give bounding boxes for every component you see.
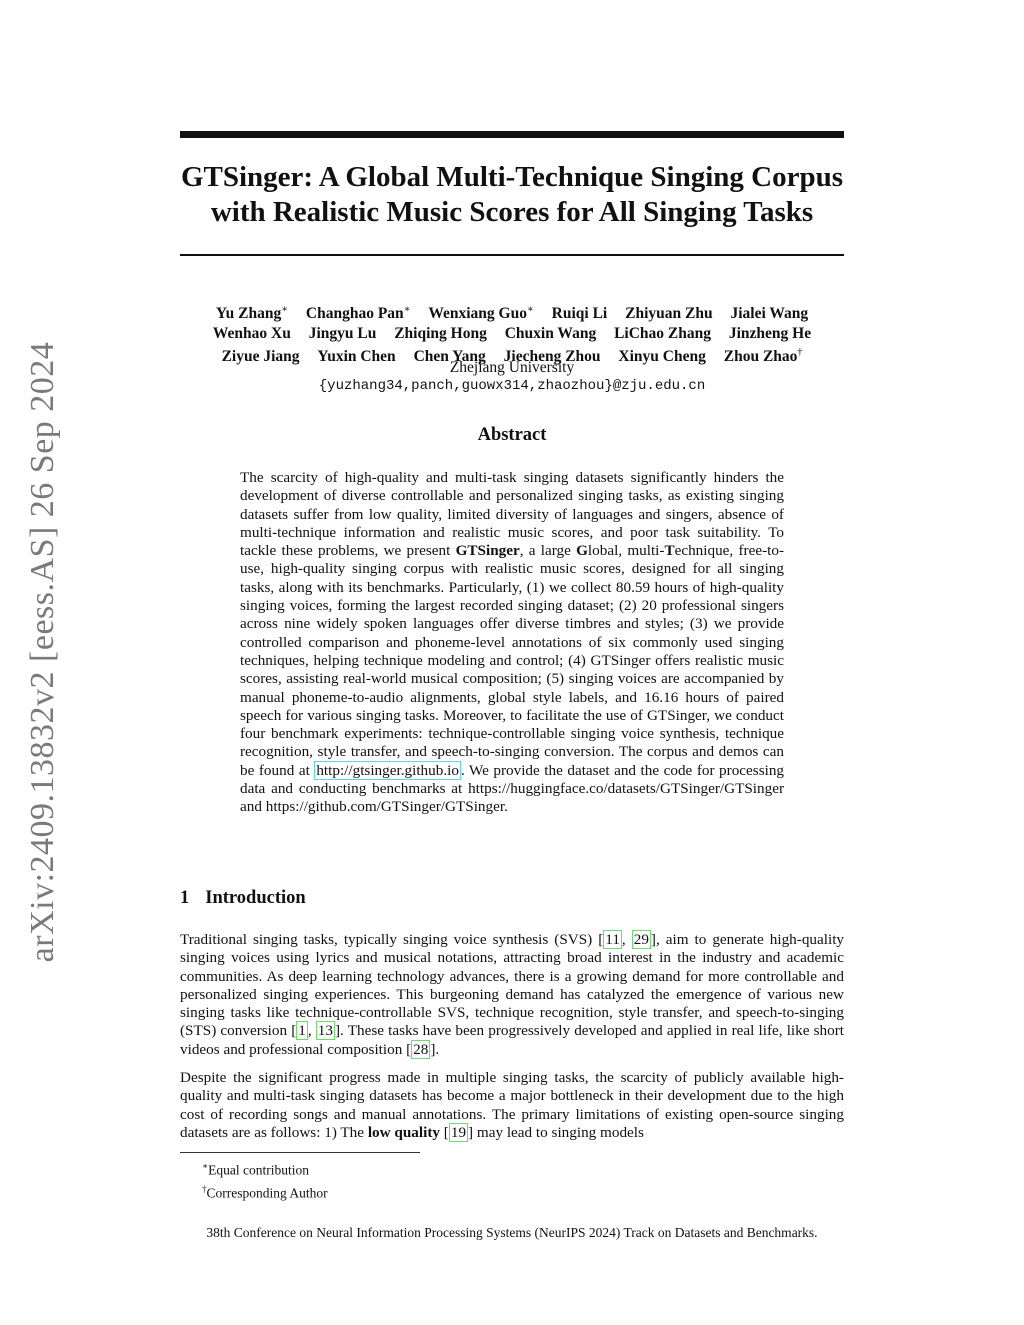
- citation-link[interactable]: 1: [298, 1022, 306, 1040]
- project-link[interactable]: http://gtsinger.github.io: [316, 761, 459, 779]
- title-rule-top: [180, 131, 844, 138]
- citation-link[interactable]: 19: [450, 1123, 467, 1141]
- footnote: †Corresponding Author: [202, 1184, 328, 1201]
- author: Wenxiang Guo∗: [428, 304, 534, 323]
- author: Zhiqing Hong: [394, 324, 487, 342]
- arxiv-stamp: [0, 0, 70, 1325]
- section-title: Introduction: [205, 888, 306, 908]
- author: Xinyu Cheng: [618, 348, 706, 366]
- footnote: ∗Equal contribution: [202, 1161, 309, 1178]
- author: Zhiyuan Zhu: [625, 305, 713, 323]
- author-row-2: [180, 324, 844, 344]
- author: Wenhao Xu: [212, 324, 291, 342]
- intro-paragraph-2: Despite the significant progress made in multiple singing tasks, the scarcity of publicly available high-quality and multi-task singing datasets has become a major bottleneck in their development due to the high cost of recording songs and manual annotations. The primary limitations of existing open-source singing datasets are as follows: 1) The low quality [ 19 ] may lead to singing models: [180, 1069, 844, 1141]
- title-line-2: with Realistic Music Scores for All Singing Tasks: [210, 196, 814, 228]
- author-list: [180, 300, 844, 367]
- author: Yuxin Chen: [317, 348, 396, 366]
- title-rule-bottom: [180, 254, 844, 256]
- section-heading: [180, 888, 306, 909]
- paper-title: [180, 160, 844, 230]
- author: Zhou Zhao†: [723, 347, 803, 366]
- author: Chuxin Wang: [504, 324, 597, 342]
- citation-link[interactable]: 11: [605, 931, 620, 948]
- section-number: 1: [180, 888, 190, 908]
- intro-paragraph-1: Traditional singing tasks, typically singing voice synthesis (SVS) [ 11 , 29 ], aim to generate high-quality singing voices using lyrics and musical notations, attracting broad interest in the industry and academic communities. As deep learning technology advances, there is a growing demand for more controllable and personalized singing experiences. This burgeoning demand has catalyzed the emergence of various new singing tasks like technique-controllable SVS, technique recognition, style transfer, and speech-to-singing (STS) conversion [ 1 , 13 ]. These tasks have been progressively developed and applied in real life, like short videos and professional composition [ 28 ].: [180, 931, 845, 1058]
- author: Jinzheng He: [728, 324, 812, 342]
- arxiv-identifier: arXiv:2409.13832v2 [eess.AS] 26 Sep 2024: [24, 341, 61, 963]
- author: Jingyu Lu: [308, 324, 377, 342]
- author: Changhao Pan∗: [305, 304, 411, 323]
- citation-link[interactable]: 29: [633, 931, 649, 948]
- author-emails: {yuzhang34,panch,guowx314,zhaozhou}@zju.edu.cn: [318, 378, 706, 394]
- abstract-body: The scarcity of high-quality and multi-task singing datasets significantly hinders the development of diverse controllable and personalized singing tasks, as existing singing datasets suffer from low quality, limited diversity of languages and singers, absence of multi-technique information and realistic music scores, and poor task suitability. To tackle these problems, we present GTSinger, a large Global, multi-Technique, free-to-use, high-quality singing corpus with realistic music scores, designed for all singing tasks, along with its benchmarks. Particularly, (1) we collect 80.59 hours of high-quality singing voices, forming the largest recorded singing dataset; (2) 20 professional singers across nine widely spoken languages offer diverse timbres and styles; (3) we provide controlled comparison and phoneme-level annotations of six commonly used singing techniques, helping technique modeling and control; (4) GTSinger offers realistic music scores, assisting real-world musical composition; (5) singing voices are accompanied by manual phoneme-to-audio alignments, global style labels, and 16.16 hours of paired speech for various singing tasks. Moreover, to facilitate the use of GTSinger, we conduct four benchmark experiments: technique-controllable singing voice synthesis, technique recognition, style transfer, and speech-to-singing conversion. The corpus and demos can be found at http://gtsinger.github.io . We provide the dataset and the code for processing data and conducting benchmarks at https://huggingface.co/datasets/GTSinger/GTSinger and https://github.com/GTSinger/GTSinger.: [240, 469, 785, 816]
- author: Chen Yang: [413, 348, 486, 366]
- citation-link[interactable]: 28: [413, 1040, 429, 1058]
- abstract-heading: Abstract: [477, 425, 547, 445]
- title-line-1: GTSinger: A Global Multi-Technique Singing Corpus: [180, 161, 844, 193]
- venue-line: 38th Conference on Neural Information Processing Systems (NeurIPS 2024) Track on Datasets and Benchmarks.: [206, 1225, 818, 1240]
- author: Jialei Wang: [730, 305, 809, 323]
- author: Jiecheng Zhou: [503, 348, 601, 366]
- author-row-1: [180, 300, 844, 324]
- affiliation: Zhejiang University: [449, 359, 575, 376]
- footnotes: [202, 1157, 328, 1203]
- author: Ziyue Jiang: [221, 348, 300, 366]
- author: LiChao Zhang: [614, 324, 711, 342]
- author: Yu Zhang∗: [215, 304, 289, 323]
- footnote-rule: [180, 1152, 420, 1153]
- author: Ruiqi Li: [551, 305, 608, 323]
- citation-link[interactable]: 13: [317, 1022, 333, 1040]
